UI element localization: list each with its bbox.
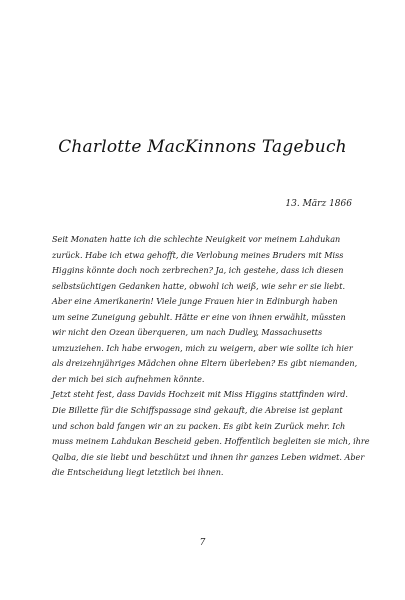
- text-line: Jetzt steht fest, dass Davids Hochzeit mit Miss Higgins stattfinden wird.: [52, 389, 348, 400]
- text-line: als dreizehnjähriges Mädchen ohne Eltern überleben? Es gibt niemanden,: [52, 358, 358, 369]
- text-line: muss meinem Lahdukan Bescheid geben. Hoffentlich begleiten sie mich, ihre: [52, 436, 370, 447]
- diary-entry-body: [52, 232, 370, 481]
- diary-date: 13. März 1866: [285, 199, 352, 209]
- page-title: Charlotte MacKinnons Tagebuch: [58, 137, 347, 157]
- text-line: um seine Zuneigung gebuhlt. Hätte er eine von ihnen erwählt, müssten: [52, 311, 346, 322]
- text-line: Higgins könnte doch noch zerbrechen? Ja, ich gestehe, dass ich diesen: [52, 265, 344, 276]
- text-line: wir nicht den Ozean überqueren, um nach Dudley, Massachusetts: [52, 327, 323, 338]
- text-line: Seit Monaten hatte ich die schlechte Neuigkeit vor meinem Lahdukan: [52, 234, 341, 244]
- text-line: und schon bald fangen wir an zu packen. Es gibt kein Zurück mehr. Ich: [52, 420, 346, 431]
- text-line: umzuziehen. Ich habe erwogen, mich zu weigern, aber wie sollte ich hier: [52, 342, 353, 353]
- text-line: Aber eine Amerikanerin! Viele junge Frauen hier in Edinburgh haben: [52, 296, 338, 307]
- text-line: Qalba, die sie liebt und beschützt und ihnen ihr ganzes Leben widmet. Aber: [52, 451, 365, 462]
- text-line: selbstsüchtigen Gedanken hatte, obwohl ich weiß, wie sehr er sie liebt.: [52, 280, 346, 291]
- text-line: der mich bei sich aufnehmen könnte.: [52, 373, 205, 384]
- text-line: zurück. Habe ich etwa gehofft, die Verlobung meines Bruders mit Miss: [52, 249, 344, 260]
- page-number: 7: [199, 538, 206, 548]
- text-line: die Entscheidung liegt letztlich bei ihnen.: [52, 467, 224, 478]
- text-line: Die Billette für die Schiffspassage sind gekauft, die Abreise ist geplant: [52, 405, 343, 416]
